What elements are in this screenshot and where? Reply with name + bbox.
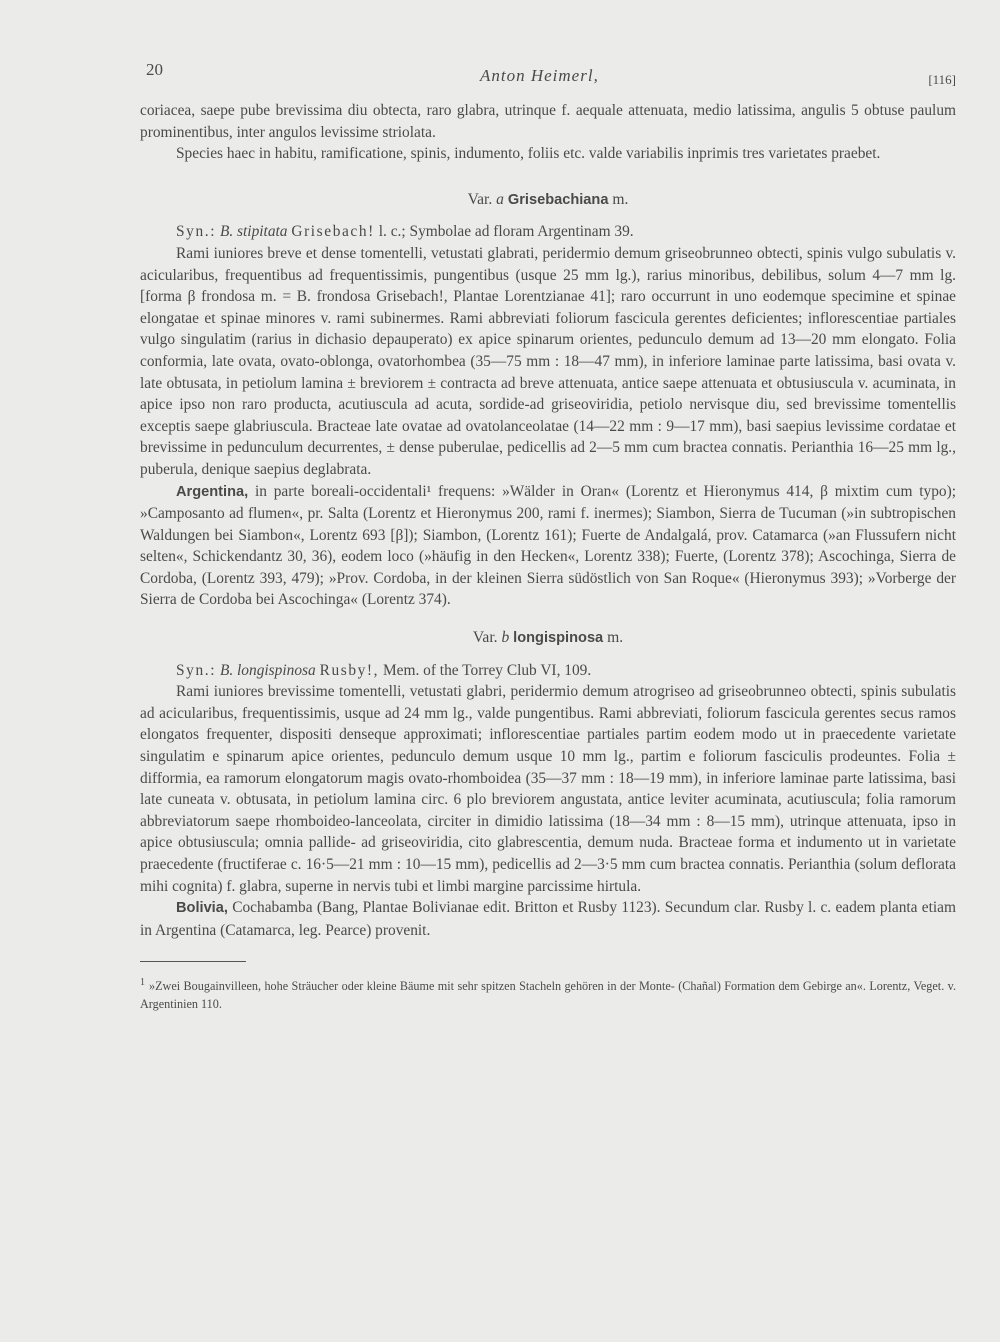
page-number: 20 (146, 60, 163, 79)
locality-text: Cochabamba (Bang, Plantae Bolivianae edit. Britton et Rusby 1123). Secundum clar. Rusby l. c. eadem planta etiam in Argentina (Catamarca, leg. Pearce) provenit. (140, 899, 956, 939)
variety-a-localities (140, 481, 956, 612)
variety-a-name: Grisebachiana (507, 191, 609, 208)
variety-b-suffix: m. (607, 629, 624, 647)
intro-paragraph-1: coriacea, saepe pube brevissima diu obtecta, raro glabra, utrinque f. aequale attenuata, medio latissima, angulis 5 obtuse paulum prominentibus, inter angulos levissime striolata. (140, 102, 956, 141)
variety-b-description: Rami iuniores brevissime tomentelli, vetustati glabri, peridermio demum atrogriseo ad griseobrunneo obtecti, spinis subulatis ad acicularibus, frequentissimis, usque ad 24 mm lg., valde pungentibus. Rami abbreviati, foliorum fascicula gerentes secus ramos elongatos frequenter, dispositi denseque approximati; inflorescentiae partiales partim eodem modo ut in praecedente varietate singulatim e spinarum apice orientes, pedunculo demum usque 10 mm lg., partim e foliorum fasciculis prodeuntes. Folia ± difformia, ea ramorum elongatorum magis ovato-rhomboidea (35—37 mm : 18—19 mm), in inferiore laminae parte latissima, basi late cuneata v. obtusata, in petiolum lamina circ. 6 plo breviorem angustata, antice leviter acuminata, acutiuscula; folia ramorum abbreviatorum saepe rhomboideo-lanceolata, circiter in dimidio latissima (18—34 mm : 8—15 mm), utrinque attenuata, ipso in apice obtusiuscula; omnia pallide- ad griseoviridia, cito glabrescentia, demum nuda. Bracteae forma et indumento ut in varietate praecedente (fructiferae c. 16·5—21 mm : 10—15 mm), pedicellis ad 2—3·5 mm cum bractea connatis. Perianthia (solum deflorata mihi cognita) f. glabra, superne in nervis tubi et limbi margine parcissime hirtula. (140, 683, 956, 895)
synonym-taxon: B. longispinosa (219, 661, 316, 679)
intro-paragraph-2: Species haec in habitu, ramificatione, spinis, indumento, foliis etc. valde variabilis inprimis tres varietates praebet. (176, 145, 881, 163)
footnote-marker: 1 (140, 977, 145, 989)
variety-b-prefix: Var. (472, 629, 498, 647)
variety-a-heading (140, 189, 956, 212)
synonym-reference: Mem. of the Torrey Club VI, 109. (382, 661, 592, 679)
variety-b-heading (140, 627, 956, 650)
synonym-label: Syn.: (176, 223, 217, 241)
variety-a-letter: a (496, 190, 504, 208)
original-page-number: [116] (928, 72, 956, 87)
locality-country: Argentina, (176, 483, 249, 500)
synonym-author: Rusby!, (319, 661, 380, 679)
variety-b-letter: b (501, 629, 510, 647)
synonym-reference: l. c.; Symbolae ad floram Argentinam 39. (378, 223, 634, 241)
variety-b-localities (140, 897, 956, 941)
variety-a-suffix: m. (612, 190, 629, 208)
locality-country: Bolivia, (176, 900, 228, 917)
footnote-text: »Zwei Bougainvilleen, hohe Sträucher oder kleine Bäume mit sehr spitzen Stacheln gehören in der Monte- (Chañal) Formation dem Gebirge an«. Lorentz, Veget. v. Argentinien 110. (140, 979, 956, 1012)
locality-text: in parte boreali-occidentali¹ frequens: »Wälder in Oran« (Lorentz et Hieronymus 414, β mixtim cum typo); »Camposanto ad flumen«, pr. Salta (Lorentz et Hieronymus 200, rami f. inermes); Siambon, Sierra de Tucuman (»in subtropischen Waldungen bei Siambon«, Lorentz 693 [β]); Siambon, (Lorentz 161); Fuerte de Andalgalá, prov. Catamarca (»an Flussufern nicht selten«, Schickendantz 30, 36), eodem loco (»häufig in den Hecken«, Lorentz 338); Fuerte, (Lorentz 378); Ascochinga, Sierra de Cordoba, (Lorentz 393, 479); »Prov. Cordoba, in der kleinen Sierra südöstlich von San Roque« (Hieronymus 393); »Vorberge der Sierra de Cordoba bei Ascochinga« (Lorentz 374). (140, 482, 956, 609)
body-text (140, 100, 956, 941)
footnote-divider (140, 961, 246, 962)
variety-b-synonym (140, 660, 956, 682)
page-header (140, 60, 956, 100)
synonym-taxon: B. stipitata (219, 223, 288, 241)
running-title: Anton Heimerl, (480, 66, 599, 85)
variety-a-description: Rami iuniores breve et dense tomentelli, vetustati glabrati, peridermio demum griseobrunneo obtecti, spinis vulgo subulatis v. acicularibus, frequentibus ad frequentissimis, pungentibus (usque 25 mm lg.), rarius minoribus, debilibus, solum 4—7 mm lg. [forma β frondosa m. = B. frondosa Grisebach!, Plantae Lorentzianae 41]; raro occurrunt in uno eodemque specimine et spinae elongatae et spinae minores v. rami subinermes. Rami abbreviati foliorum fascicula gerentes deficientes; inflorescentiae partiales vulgo singulatim (rarius in dichasio depauperato) ex apice spinarum orientes, pedunculo demum ad 13—20 mm elongato. Folia conformia, late ovata, ovato-oblonga, ovatorhombea (35—75 mm : 18—47 mm), in inferiore laminae parte latissima, basi ovata v. late obtusata, in petiolum lamina ± breviorem ± contracta ad breve attenuata, antice saepe attenuata et obtusiuscula v. acuminata, in apice ipso non raro producta, acutiuscula ad acuta, sordide-ad griseoviridia, petiolo nervisque diu, sed brevissime tomentellis exceptis saepe glabriuscula. Bracteae late ovatae ad ovatolanceolatae (14—22 mm : 9—17 mm), basi saepius levissime cordatae et brevissime in pedunculum decurrentes, ± dense puberulae, pedicellis ad 2—5 mm cum bractea connatis. Perianthia 16—25 mm lg., puberula, denique saepius deglabrata. (140, 244, 956, 478)
synonym-label: Syn.: (176, 661, 217, 679)
variety-a-prefix: Var. (467, 190, 493, 208)
footnote (140, 974, 956, 1013)
variety-b-name: longispinosa (513, 630, 604, 647)
variety-a-synonym (140, 221, 956, 243)
synonym-author: Grisebach! (291, 223, 375, 241)
